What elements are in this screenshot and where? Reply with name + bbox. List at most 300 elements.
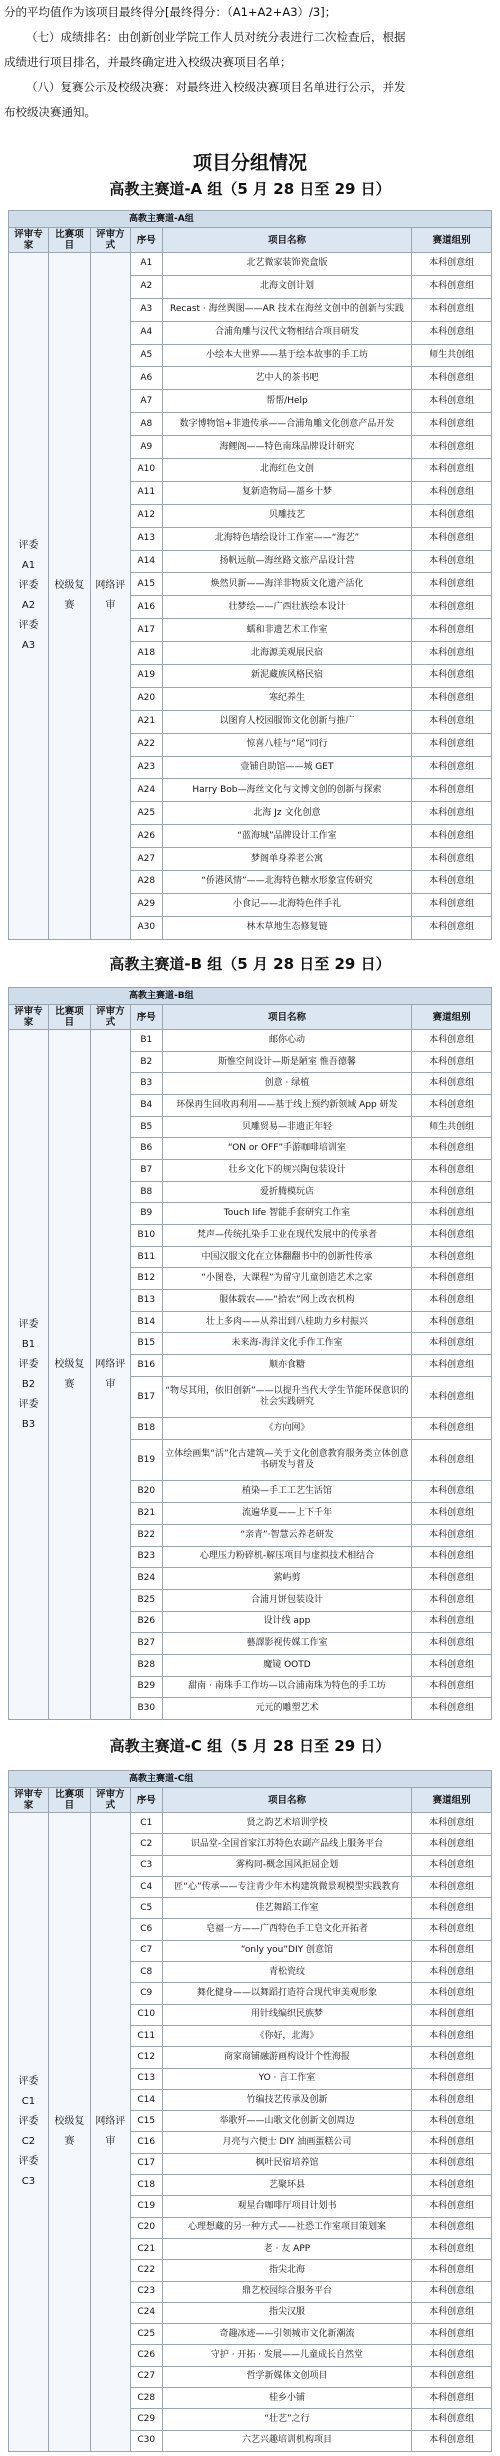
project-name: 商家商铺融游画构设计个性海报 <box>162 2047 411 2068</box>
row-number: B26 <box>130 1611 162 1633</box>
track-group: 本科创意组 <box>412 1633 492 1655</box>
judges-cell <box>9 1030 49 1720</box>
project-name: 小绘本大世界——基于绘本故事的手工坊 <box>162 344 411 367</box>
header-num: 序号 <box>130 228 162 253</box>
project-name: 环保再生回收再利用——基于线上预约新领域 App 研发 <box>162 1095 411 1117</box>
project-name: 蠕和非遗艺术工作室 <box>162 619 411 642</box>
track-group: 本科创意组 <box>412 2089 492 2110</box>
track-group: 本科创意组 <box>412 665 492 688</box>
project-name: 甜南 · 南珠手工作坊—以合浦南珠为特色的手工坊 <box>162 1676 411 1698</box>
row-number: B1 <box>130 1030 162 1052</box>
group-title: 高教主赛道-A 组（5 月 28 日至 29 日） <box>109 180 391 198</box>
project-name: “ON or OFF”手游咖啡培训室 <box>162 1138 411 1160</box>
project-name: 北艺微家装饰瓷盒版 <box>162 253 411 276</box>
row-number: A16 <box>130 596 162 619</box>
project-name: 《你好，北海》 <box>162 2025 411 2046</box>
table-row <box>9 1030 492 1052</box>
track-group: 本科创意组 <box>412 1568 492 1590</box>
row-number: B17 <box>130 1376 162 1418</box>
row-number: A24 <box>130 779 162 802</box>
row-number: C6 <box>130 1919 162 1940</box>
track-group: 本科创意组 <box>412 1439 492 1481</box>
intro-text <box>0 0 500 125</box>
project-name: 北海 Jz 文化创意 <box>162 802 411 825</box>
row-number: A18 <box>130 642 162 665</box>
row-number: C4 <box>130 1876 162 1897</box>
track-group: 本科创意组 <box>412 1919 492 1940</box>
track-group: 本科创意组 <box>412 1855 492 1876</box>
track-group: 本科创意组 <box>412 1051 492 1073</box>
row-number: A22 <box>130 733 162 756</box>
project-name: 海鲤阁——特色南珠品牌设计研究 <box>162 436 411 459</box>
track-group: 本科创意组 <box>412 1246 492 1268</box>
header-method: 评审方式 <box>90 228 130 253</box>
header-judge: 评审专家 <box>9 228 49 253</box>
project-name: 贤之韵艺术培训学校 <box>162 1813 411 1834</box>
track-group: 本科创意组 <box>412 2068 492 2089</box>
track-group: 本科创意组 <box>412 1355 492 1377</box>
project-name: “亲青”·智慧云养老研发 <box>162 1524 411 1546</box>
project-name: 枫叶民宿培养馆 <box>162 2153 411 2174</box>
track-group: 本科创意组 <box>412 596 492 619</box>
track-group: 本科创意组 <box>412 1418 492 1440</box>
track-group: 本科创意组 <box>412 1654 492 1676</box>
item-cell: 校级复赛 <box>48 253 90 940</box>
intro-line-2: （七）成绩排名：由创新创业学院工作人员对统分表进行二次检查后，根据 <box>26 30 406 44</box>
row-number: B8 <box>130 1181 162 1203</box>
track-group: 本科创意组 <box>412 1983 492 2004</box>
track-group: 本科创意组 <box>412 321 492 344</box>
track-group: 本科创意组 <box>412 779 492 802</box>
project-name: 守护 · 开拓 · 发展——儿童成长自然堂 <box>162 2345 411 2366</box>
row-number: A9 <box>130 436 162 459</box>
row-number: C28 <box>130 2388 162 2409</box>
track-group: 本科创意组 <box>412 1589 492 1611</box>
track-group: 本科创意组 <box>412 459 492 482</box>
project-name: 复新造物局—蔷乡十梦 <box>162 481 411 504</box>
track-group: 本科创意组 <box>412 481 492 504</box>
project-name: 佳艺舞蹈工作室 <box>162 1898 411 1919</box>
track-group: 本科创意组 <box>412 2409 492 2430</box>
project-name: 竹编技艺传承及创新 <box>162 2089 411 2110</box>
row-number: A20 <box>130 687 162 710</box>
project-name: “小图卷，大课程”为留守儿童创造艺术之家 <box>162 1268 411 1290</box>
row-number: B12 <box>130 1268 162 1290</box>
project-name: 萦屿剪 <box>162 1568 411 1590</box>
track-group: 本科创意组 <box>412 1333 492 1355</box>
project-name: Recast · 海丝舆图——AR 技术在海丝文创中的创新与实践 <box>162 298 411 321</box>
track-group: 本科创意组 <box>412 1876 492 1897</box>
row-number: C23 <box>130 2281 162 2302</box>
header-track: 赛道组别 <box>412 1005 492 1030</box>
project-name: 北海特色墙绘设计工作室——“海艺” <box>162 527 411 550</box>
row-number: C1 <box>130 1813 162 1834</box>
track-group: 本科创意组 <box>412 1030 492 1052</box>
row-number: B27 <box>130 1633 162 1655</box>
project-name: “侨港风情”——北海特色糖水形象宣传研究 <box>162 871 411 894</box>
track-group: 本科创意组 <box>412 2196 492 2217</box>
track-group: 本科创意组 <box>412 2260 492 2281</box>
track-group: 本科创意组 <box>412 1481 492 1503</box>
row-number: C21 <box>130 2238 162 2259</box>
row-number: B29 <box>130 1676 162 1698</box>
row-number: C25 <box>130 2324 162 2345</box>
project-name: 服体载农——“拾农”网上改衣机构 <box>162 1290 411 1312</box>
project-name: 以图育人校园服饰文化创新与推广 <box>162 710 411 733</box>
track-group: 本科创意组 <box>412 1073 492 1095</box>
group-table <box>8 987 492 1720</box>
track-group: 本科创意组 <box>412 1698 492 1720</box>
row-number: A19 <box>130 665 162 688</box>
header-item: 比赛项目 <box>48 1788 90 1813</box>
header-judge: 评审专家 <box>9 1005 49 1030</box>
project-name: 匠“心”传承——专注青少年木构建筑微景观模型实践教育 <box>162 1876 411 1897</box>
track-group: 本科创意组 <box>412 2388 492 2409</box>
row-number: A4 <box>130 321 162 344</box>
project-name: 壹铺自助馆——城 GET <box>162 756 411 779</box>
row-number: B20 <box>130 1481 162 1503</box>
project-name: 老 · 友 APP <box>162 2238 411 2259</box>
judges-cell <box>9 253 49 940</box>
row-number: B7 <box>130 1160 162 1182</box>
track-group: 本科创意组 <box>412 1940 492 1961</box>
method-cell: 网络评审 <box>90 253 130 940</box>
row-number: C10 <box>130 2004 162 2025</box>
row-number: B22 <box>130 1524 162 1546</box>
row-number: A27 <box>130 848 162 871</box>
project-name: 立体绘画集“活”化古建筑—关于文化创意教育服务类立体创意书研发与普及 <box>162 1439 411 1481</box>
judge-name: 评委 B2 <box>18 1358 39 1390</box>
track-group: 本科创意组 <box>412 916 492 939</box>
project-name: 魔镜 OOTD <box>162 1654 411 1676</box>
project-name: 北海红色文创 <box>162 459 411 482</box>
project-name: 桂乡小铺 <box>162 2388 411 2409</box>
row-number: A8 <box>130 413 162 436</box>
row-number: A23 <box>130 756 162 779</box>
row-number: B10 <box>130 1225 162 1247</box>
project-name: 壮乡文化下的规兴陶包装设计 <box>162 1160 411 1182</box>
track-group: 本科创意组 <box>412 1611 492 1633</box>
track-group: 本科创意组 <box>412 825 492 848</box>
method-cell: 网络评审 <box>90 1813 130 2452</box>
row-number: A5 <box>130 344 162 367</box>
judge-name: 评委 A1 <box>18 540 39 571</box>
row-number: A26 <box>130 825 162 848</box>
row-number: C8 <box>130 1962 162 1983</box>
project-name: 舞化健身——以舞蹈打造符合现代审美观形象 <box>162 1983 411 2004</box>
row-number: C9 <box>130 1983 162 2004</box>
row-number: A28 <box>130 871 162 894</box>
row-number: B11 <box>130 1246 162 1268</box>
project-name: 合浦角雕与汉代文物相结合项目研发 <box>162 321 411 344</box>
project-name: 梦阁单身养老公寓 <box>162 848 411 871</box>
project-name: 《方向网》 <box>162 1418 411 1440</box>
header-method: 评审方式 <box>90 1788 130 1813</box>
project-name: 梵声—传统扎染手工业在现代发展中的传承者 <box>162 1225 411 1247</box>
row-number: B15 <box>130 1333 162 1355</box>
project-name: 流遍华夏——上下千年 <box>162 1503 411 1525</box>
header-num: 序号 <box>130 1005 162 1030</box>
row-number: A6 <box>130 367 162 390</box>
project-name: YO · 言工作室 <box>162 2068 411 2089</box>
table-caption: 高教主赛道-B组 <box>9 988 492 1005</box>
project-name: Touch life 智能手套研究工作室 <box>162 1203 411 1225</box>
project-name: 中国汉服文化在立体翻翻书中的创新性传承 <box>162 1246 411 1268</box>
track-group: 本科创意组 <box>412 619 492 642</box>
track-group: 本科创意组 <box>412 413 492 436</box>
judge-name: 评委 C3 <box>18 2156 39 2187</box>
project-name: 指尖汉服 <box>162 2302 411 2323</box>
track-group: 本科创意组 <box>412 1160 492 1182</box>
track-group: 本科创意组 <box>412 2217 492 2238</box>
intro-line-5: 布校级决赛通知。 <box>4 105 96 119</box>
header-num: 序号 <box>130 1788 162 1813</box>
row-number: C20 <box>130 2217 162 2238</box>
row-number: C26 <box>130 2345 162 2366</box>
track-group: 本科创意组 <box>412 1503 492 1525</box>
row-number: C22 <box>130 2260 162 2281</box>
track-group: 本科创意组 <box>412 2302 492 2323</box>
project-name: “物尽其用，依旧创新”——以提升当代大学生节能环保意识的社会实践研究 <box>162 1376 411 1418</box>
row-number: C15 <box>130 2111 162 2132</box>
project-name: Harry Bob—海丝文化与文博文创的创新与探索 <box>162 779 411 802</box>
group-title: 高教主赛道-B 组（5 月 28 日至 29 日） <box>109 955 391 973</box>
track-group: 本科创意组 <box>412 1311 492 1333</box>
judge-name: 评委 B3 <box>18 1398 39 1430</box>
track-group: 本科创意组 <box>412 2366 492 2387</box>
track-group: 本科创意组 <box>412 1834 492 1855</box>
row-number: B28 <box>130 1654 162 1676</box>
group-table <box>8 1770 492 2452</box>
row-number: A30 <box>130 916 162 939</box>
intro-line-4: （八）复赛公示及校级决赛：对最终进入校级决赛项目名单进行公示，并发 <box>26 80 406 94</box>
track-group: 师生共创组 <box>412 1116 492 1138</box>
header-method: 评审方式 <box>90 1005 130 1030</box>
track-group: 本科创意组 <box>412 1095 492 1117</box>
row-number: C30 <box>130 2430 162 2451</box>
project-name: 扬帆远航—海丝路文旅产品设计营 <box>162 550 411 573</box>
track-group: 本科创意组 <box>412 298 492 321</box>
judge-name: 评委 C2 <box>18 2116 39 2147</box>
project-name: 藝譯影视传媒工作室 <box>162 1633 411 1655</box>
page-title: 项目分组情况 <box>192 152 307 174</box>
table-caption: 高教主赛道-A组 <box>9 211 492 228</box>
row-number: A3 <box>130 298 162 321</box>
row-number: A17 <box>130 619 162 642</box>
project-name: 寒纪养生 <box>162 687 411 710</box>
project-name: 新泥藏族风格民宿 <box>162 665 411 688</box>
track-group: 本科创意组 <box>412 1676 492 1698</box>
track-group: 本科创意组 <box>412 390 492 413</box>
project-name: 指尖北海 <box>162 2260 411 2281</box>
row-number: B14 <box>130 1311 162 1333</box>
project-name: 邮你心动 <box>162 1030 411 1052</box>
track-group: 本科创意组 <box>412 710 492 733</box>
row-number: C27 <box>130 2366 162 2387</box>
project-name: 壮梦绘——广西壮族绘本设计 <box>162 596 411 619</box>
project-name: 心理想藏的另一种方式——社恐工作室项目策划案 <box>162 2217 411 2238</box>
track-group: 本科创意组 <box>412 642 492 665</box>
track-group: 本科创意组 <box>412 802 492 825</box>
row-number: B3 <box>130 1073 162 1095</box>
project-name: 心理压力粉碎机-解压项目与虚拟技术相结合 <box>162 1546 411 1568</box>
track-group: 本科创意组 <box>412 253 492 276</box>
track-group: 本科创意组 <box>412 2430 492 2451</box>
row-number: C14 <box>130 2089 162 2110</box>
row-number: C24 <box>130 2302 162 2323</box>
row-number: C7 <box>130 1940 162 1961</box>
track-group: 本科创意组 <box>412 1181 492 1203</box>
project-name: 鼎艺校园综合服务平台 <box>162 2281 411 2302</box>
project-name: 元元的雕塑艺术 <box>162 1698 411 1720</box>
track-group: 本科创意组 <box>412 756 492 779</box>
project-name: 林木草地生态修复链 <box>162 916 411 939</box>
project-name: 皂福一方——广西特色手工皂文化开拓者 <box>162 1919 411 1940</box>
project-name: 月亮与六便士 DIY 油画蛋糕公司 <box>162 2132 411 2153</box>
track-group: 本科创意组 <box>412 2132 492 2153</box>
track-group: 本科创意组 <box>412 1268 492 1290</box>
track-group: 师生共创组 <box>412 344 492 367</box>
project-name: 植染—手工工艺生活馆 <box>162 1481 411 1503</box>
method-cell: 网络评审 <box>90 1030 130 1720</box>
row-number: A14 <box>130 550 162 573</box>
track-group: 本科创意组 <box>412 1203 492 1225</box>
project-name: 小食记——北海特色伴手礼 <box>162 893 411 916</box>
track-group: 本科创意组 <box>412 1524 492 1546</box>
track-group: 本科创意组 <box>412 893 492 916</box>
track-group: 本科创意组 <box>412 527 492 550</box>
project-name: 举歌歼——山歌文化创新文创周边 <box>162 2111 411 2132</box>
project-name: 惊喜八桂与“尾”同行 <box>162 733 411 756</box>
row-number: C18 <box>130 2175 162 2196</box>
track-group: 本科创意组 <box>412 687 492 710</box>
track-group: 本科创意组 <box>412 1225 492 1247</box>
row-number: A2 <box>130 275 162 298</box>
track-group: 本科创意组 <box>412 2324 492 2345</box>
row-number: B4 <box>130 1095 162 1117</box>
intro-line-3: 成绩进行项目排名，并最终确定进入校级决赛项目名单； <box>4 55 292 69</box>
row-number: B2 <box>130 1051 162 1073</box>
track-group: 本科创意组 <box>412 2153 492 2174</box>
row-number: A25 <box>130 802 162 825</box>
track-group: 本科创意组 <box>412 2111 492 2132</box>
track-group: 本科创意组 <box>412 2175 492 2196</box>
header-name: 项目名称 <box>162 228 411 253</box>
project-name: 识品堂-全国首家江苏特色农副产品线上服务平台 <box>162 1834 411 1855</box>
row-number: A12 <box>130 504 162 527</box>
judge-name: 评委 A2 <box>18 580 39 611</box>
table-caption: 高教主赛道-C组 <box>9 1771 492 1788</box>
header-track: 赛道组别 <box>412 1788 492 1813</box>
track-group: 本科创意组 <box>412 2047 492 2068</box>
row-number: C13 <box>130 2068 162 2089</box>
row-number: C3 <box>130 1855 162 1876</box>
track-group: 本科创意组 <box>412 848 492 871</box>
project-name: 焕然贝新——海洋非物质文化遗产活化 <box>162 573 411 596</box>
project-name: 设计线 app <box>162 1611 411 1633</box>
track-group: 本科创意组 <box>412 1962 492 1983</box>
project-name: 贝雕技艺 <box>162 504 411 527</box>
intro-line-1: 分的平均值作为该项目最终得分[最终得分：（A1+A2+A3）/3]； <box>4 5 337 19</box>
row-number: B5 <box>130 1116 162 1138</box>
track-group: 本科创意组 <box>412 436 492 459</box>
project-name: 艺聚环县 <box>162 2175 411 2196</box>
header-name: 项目名称 <box>162 1788 411 1813</box>
header-item: 比赛项目 <box>48 228 90 253</box>
track-group: 本科创意组 <box>412 2025 492 2046</box>
track-group: 本科创意组 <box>412 1376 492 1418</box>
project-name: 艺中人的茶书吧 <box>162 367 411 390</box>
row-number: B21 <box>130 1503 162 1525</box>
row-number: A10 <box>130 459 162 482</box>
row-number: A15 <box>130 573 162 596</box>
item-cell: 校级复赛 <box>48 1813 90 2452</box>
project-name: 北海源美观展民宿 <box>162 642 411 665</box>
track-group: 本科创意组 <box>412 733 492 756</box>
group-table <box>8 210 492 940</box>
row-number: C11 <box>130 2025 162 2046</box>
project-name: 奇趣冰迹——引领城市文化新潮流 <box>162 2324 411 2345</box>
project-name: 贝雕贸易—非遗正年轻 <box>162 1116 411 1138</box>
table-row <box>9 1813 492 1834</box>
project-name: 爱折腾模玩店 <box>162 1181 411 1203</box>
project-name: 壮上多肉——从养出到八桂助力乡村振兴 <box>162 1311 411 1333</box>
project-name: “壮艺”之行 <box>162 2409 411 2430</box>
track-group: 本科创意组 <box>412 573 492 596</box>
track-group: 本科创意组 <box>412 2281 492 2302</box>
row-number: A1 <box>130 253 162 276</box>
row-number: C5 <box>130 1898 162 1919</box>
row-number: A13 <box>130 527 162 550</box>
track-group: 本科创意组 <box>412 2004 492 2025</box>
project-name: 数字博物馆+非遗传承——合浦角雕文化创意产品开发 <box>162 413 411 436</box>
project-name: 北海文创计划 <box>162 275 411 298</box>
track-group: 本科创意组 <box>412 1546 492 1568</box>
row-number: C2 <box>130 1834 162 1855</box>
project-name: 观星台咖啡厅项目计划书 <box>162 2196 411 2217</box>
item-cell: 校级复赛 <box>48 1030 90 1720</box>
table-row <box>9 253 492 276</box>
track-group: 本科创意组 <box>412 275 492 298</box>
row-number: A11 <box>130 481 162 504</box>
project-name: 青松瓷纹 <box>162 1962 411 1983</box>
judge-name: 评委 C1 <box>18 2076 39 2107</box>
project-name: 未来海-海洋文化手作工作室 <box>162 1333 411 1355</box>
project-name: 哲学新媒体文创项目 <box>162 2366 411 2387</box>
track-group: 本科创意组 <box>412 367 492 390</box>
project-name: “only you”DIY 创意馆 <box>162 1940 411 1961</box>
row-number: C19 <box>130 2196 162 2217</box>
project-name: 雾构同-概念国风拒屈企划 <box>162 1855 411 1876</box>
header-item: 比赛项目 <box>48 1005 90 1030</box>
project-name: 用针线编织民族梦 <box>162 2004 411 2025</box>
track-group: 本科创意组 <box>412 1813 492 1834</box>
row-number: B13 <box>130 1290 162 1312</box>
project-name: “蓝海城”品牌设计工作室 <box>162 825 411 848</box>
track-group: 本科创意组 <box>412 550 492 573</box>
header-judge: 评审专家 <box>9 1788 49 1813</box>
project-name: 合浦月饼包装设计 <box>162 1589 411 1611</box>
row-number: B9 <box>130 1203 162 1225</box>
row-number: C12 <box>130 2047 162 2068</box>
track-group: 本科创意组 <box>412 1138 492 1160</box>
judges-cell <box>9 1813 49 2452</box>
track-group: 本科创意组 <box>412 1898 492 1919</box>
row-number: A7 <box>130 390 162 413</box>
row-number: B25 <box>130 1589 162 1611</box>
track-group: 本科创意组 <box>412 2345 492 2366</box>
track-group: 本科创意组 <box>412 2238 492 2259</box>
